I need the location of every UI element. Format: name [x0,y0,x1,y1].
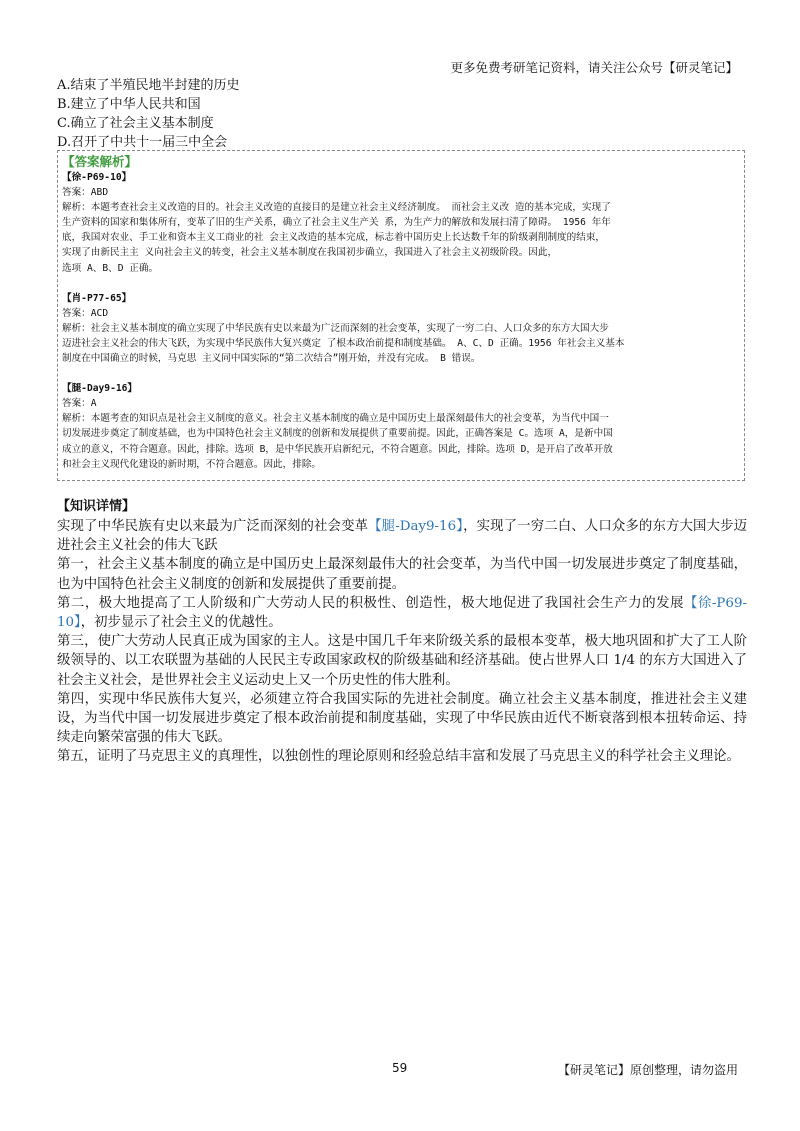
analysis-line: 解析：本题考查的知识点是社会主义制度的意义。社会主义基本制度的确立是中国历史上最深刻最伟大的社会变革，为当代中国一 [62,413,609,425]
analysis-section-xu [62,170,740,276]
knowledge-paragraph: 第四，实现中华民族伟大复兴，必须建立符合我国实际的先进社会制度。确立社会主义基本制度，推进社会主义建设，为当代中国一切发展进步奠定了根本政治前提和制度基础，实现了中华民族由近代不断衰落到根本扭转命运、持续走向繁荣富强的伟大飞跃。 [57,691,747,746]
section-source: 【肖-P77-65】 [62,292,132,304]
analysis-section-xiao [62,291,740,366]
paragraph-text: ，实现了一穷二白、人口众多的东方大国大步迈进社会主义社会的伟大飞跃 [57,519,748,554]
analysis-line: 选项 A、B、D 正确。 [62,262,159,274]
knowledge-paragraph [57,594,747,632]
analysis-line: 制度在中国确立的时候，马克思 主义同中国实际的“第二次结合”刚开始，并没有完成。 B 错误。 [62,353,481,365]
option-a: A.结束了半殖民地半封建的历史 [57,78,240,93]
analysis-line: 底，我国对农业、手工业和资本主义工商业的社 会主义改造的基本完成，标志着中国历史上长达数千年的阶级剥削制度的结束， [62,232,606,244]
analysis-line: 成立的意义，不符合题意。因此，排除。选项 B，是中华民族开启新纪元，不符合题意。因此，排除。选项 D，是开启了改革开放 [62,443,613,455]
page-number: 59 [392,1061,408,1075]
section-answer: 答案：ABD [62,187,109,199]
analysis-line: 生产资料的国家和集体所有，变革了旧的生产关系，确立了社会主义生产关 系，为生产力的解放和发展扫清了障碍。 1956 年年 [62,217,611,229]
source-reference: 【徐-P69-10】 [57,595,747,631]
analysis-line: 实现了由新民主主 义向社会主义的转变，社会主义基本制度在我国初步确立，我国进入了社会主义初级阶段。因此， [62,247,558,259]
answer-analysis-box [57,150,745,481]
page-header: 更多免费考研笔记资料，请关注公众号【研灵笔记】 [450,60,738,75]
option-c: C.确立了社会主义基本制度 [57,116,214,131]
analysis-section-tui [62,381,740,472]
option-b: B.建立了中华人民共和国 [57,97,201,112]
section-answer: 答案：ACD [62,307,109,319]
knowledge-paragraph: 第五，证明了马克思主义的真理性，以独创性的理论原则和经验总结丰富和发展了马克思主义的科学社会主义理论。 [57,749,740,765]
analysis-line: 切发展进步奠定了制度基础，也为中国特色社会主义制度的创新和发展提供了重要前提。因此，正确答案是 C。选项 A，是新中国 [62,428,613,440]
knowledge-details [57,497,747,767]
option-d: D.召开了中共十一届三中全会 [57,135,228,150]
section-spacer [62,366,740,381]
page-footer [0,1061,800,1081]
paragraph-text: 第二，极大地提高了工人阶级和广大劳动人民的积极性、创造性，极大地促进了我国社会生产力的发展 [57,595,685,611]
analysis-line: 迈进社会主义社会的伟大飞跃，为实现中华民族伟大复兴奠定 了根本政治前提和制度基础。 A、C、D 正确。1956 年社会主义基本 [62,337,625,349]
knowledge-paragraph [57,517,747,555]
knowledge-paragraph: 第一，社会主义基本制度的确立是中国历史上最深刻最伟大的社会变革，为当代中国一切发展进步奠定了制度基础，也为中国特色社会主义制度的创新和发展提供了重要前提。 [57,557,747,592]
analysis-title: 【答案解析】 [62,154,138,169]
section-source: 【徐-P69-10】 [62,172,132,183]
analysis-line: 和社会主义现代化建设的新时期，不符合题意。因此，排除。 [62,458,322,470]
analysis-line: 解析：社会主义基本制度的确立实现了中华民族有史以来最为广泛而深刻的社会变革，实现了一穷二白、人口众多的东方大国大步 [62,322,609,334]
knowledge-paragraph: 第三，使广大劳动人民真正成为国家的主人。这是中国几千年来阶级关系的最根本变革，极大地巩固和扩大了工人阶级领导的、以工农联盟为基础的人民民主专政国家政权的阶级基础和经济基础。使占世界人口 1/4 的东方大国进入了社会主义社会，是世界社会主义运动史上又一个历史性的伟大胜利。 [57,634,747,688]
section-answer: 答案：A [62,398,97,410]
section-source: 【腿-Day9-16】 [62,383,137,395]
question-options [57,76,747,152]
knowledge-title: 【知识详情】 [57,499,136,514]
footer-note: 【研灵笔记】原创整理，请勿盗用 [557,1063,738,1077]
paragraph-text: 实现了中华民族有史以来最为广泛而深刻的社会变革 [57,519,369,534]
source-reference: 【腿-Day9-16】 [368,519,464,534]
paragraph-text: ，初步显示了社会主义的优越性。 [80,615,282,631]
section-spacer [62,276,740,291]
analysis-line: 解析：本题考查社会主义改造的目的。社会主义改造的直接目的是建立社会主义经济制度。 而社会主义改 造的基本完成，实现了 [62,202,611,214]
